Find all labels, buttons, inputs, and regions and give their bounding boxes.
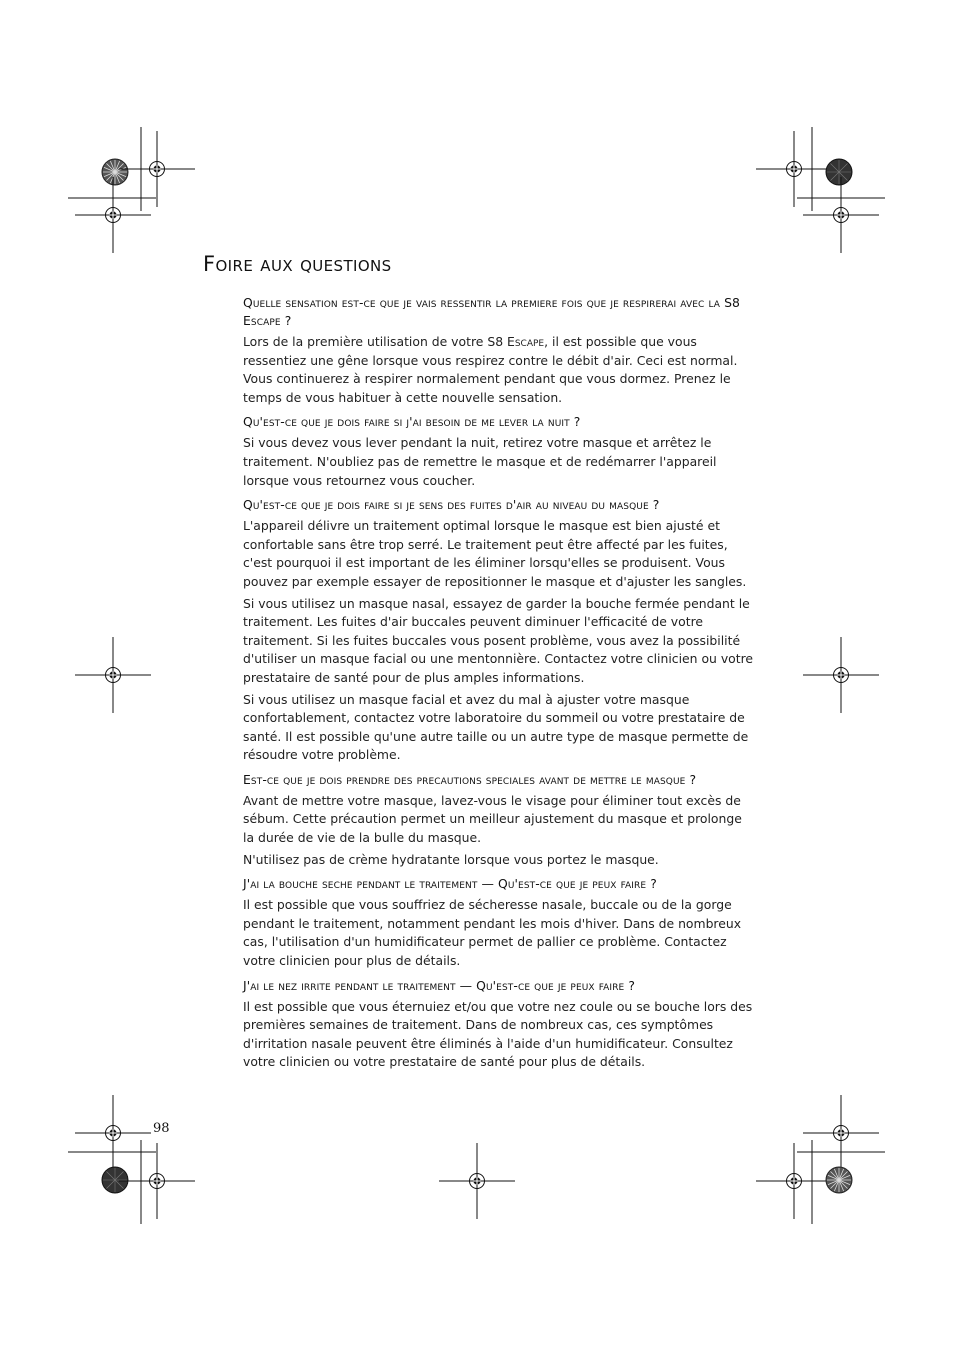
faq-answer: L'appareil délivre un traitement optimal lorsque le masque est bien ajusté et confortable sans être trop serré. Le traitement peut être affecté par les fuites, c'est pourquoi il est important de les éliminer lorsqu'elles se produisent. Vous pouvez par exemple essayer de repositionner le masque et d'ajuster les sangles. [243,518,747,589]
faq-answer: Si vous devez vous lever pendant la nuit, retirez votre masque et arrêtez le traitement. N'oubliez pas de remettre le masque et de redémarrer l'appareil lorsque vous retournez vous coucher. [243,435,717,488]
answer-text: , il est possible que vous ressentiez une gêne lorsque vous respirez contre le débit d'air. Ceci est normal. Vous continuerez à respirer normalement pendant que vous dormez. Prenez le temps de vous habituer à cette nouvelle sensation. [243,334,738,405]
faq-answer: Si vous utilisez un masque nasal, essayez de garder la bouche fermée pendant le traitement. Les fuites d'air buccales peuvent diminuer l'efficacité de votre traitement. Si les fuites buccales vous posent problème, vous avez la possibilité d'utiliser un masque facial ou une mentonnière. Contactez votre clinicien ou votre prestataire de santé pour de plus amples informations. [243,595,754,685]
faq-question: Quelle sensation est-ce que je vais ressentir la premiere fois que je respirerai avec la S8 Escape ? [243,295,741,328]
faq-answer: Il est possible que vous éternuiez et/ou que votre nez coule ou se bouche lors des premières semaines de traitement. Dans de nombreux cas, ces symptômes d'irritation nasale peuvent être éliminés à l'aide d'un humidificateur. Consultez votre clinicien ou votre prestataire de santé pour plus de détails. [243,998,753,1070]
faq-content [243,294,755,1078]
faq-item [243,771,755,869]
faq-answer: N'utilisez pas de crème hydratante lorsque vous portez le masque. [243,851,659,867]
faq-item [243,496,755,765]
page-title: Foire aux questions [203,252,392,276]
faq-answer: Si vous utilisez un masque facial et avez du mal à ajuster votre masque confortablement, contactez votre laboratoire du sommeil ou votre prestataire de santé. Il est possible qu'une autre taille ou un autre type de masque permette de résoudre votre problème. [243,691,749,763]
faq-question: Qu'est-ce que je dois faire si j'ai besoin de me lever la nuit ? [243,414,581,430]
faq-item [243,294,755,407]
answer-text: Lors de la première utilisation de votre [243,334,488,349]
faq-question: Qu'est-ce que je dois faire si je sens des fuites d'air au niveau du masque ? [243,497,660,513]
faq-item [243,875,755,970]
faq-question: J'ai le nez irrite pendant le traitement — Qu'est-ce que je peux faire ? [243,977,636,993]
faq-answer: Avant de mettre votre masque, lavez-vous le visage pour éliminer tout excès de sébum. Cette précaution permet un meilleur ajustement du masque et prolonge la durée de vie de la bulle du masque. [243,792,742,846]
page-number: 98 [153,1121,170,1136]
faq-answer [243,333,755,407]
faq-item [243,413,755,490]
faq-question: Est-ce que je dois prendre des precautions speciales avant de mettre le masque ? [243,771,697,787]
product-name: S8 Escape [487,334,545,349]
faq-answer: Il est possible que vous souffriez de sécheresse nasale, buccale ou de la gorge pendant le traitement, notamment pendant les mois d'hiver. Dans de nombreux cas, l'utilisation d'un humidificateur permet de pallier ce problème. Contactez votre clinicien pour plus de détails. [243,897,742,969]
faq-question: J'ai la bouche seche pendant le traitement — Qu'est-ce que je peux faire ? [243,876,657,892]
faq-item [243,977,755,1072]
